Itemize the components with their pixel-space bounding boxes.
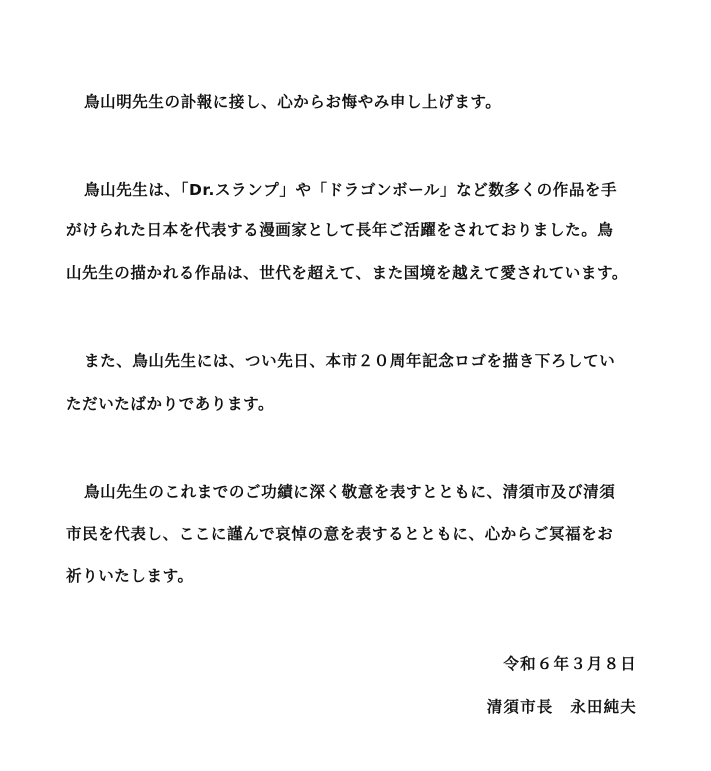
signature-line: 清須市長 永田純夫 — [486, 698, 637, 716]
date-line: 令和６年３月８日 — [503, 655, 637, 673]
paragraph-3-line-1: また、鳥山先生には、つい先日、本市２０周年記念ロゴを描き下ろしてい — [84, 352, 616, 370]
paragraph-4-line-2: 市民を代表し、ここに謹んで哀悼の意を表するとともに、心からご冥福をお — [66, 525, 614, 543]
paragraph-4-line-3: 祈りいたします。 — [66, 567, 194, 585]
paragraph-4-line-1: 鳥山先生のこれまでのご功績に深く敬意を表すとともに、清須市及び清須 — [84, 483, 616, 501]
paragraph-3-line-2: ただいたばかりであります。 — [66, 395, 275, 413]
paragraph-2-line-3: 山先生の描かれる作品は、世代を超えて、また国境を越えて愛されています。 — [66, 264, 628, 282]
paragraph-2-line-2: がけられた日本を代表する漫画家として長年ご活躍をされておりました。鳥 — [66, 221, 614, 239]
paragraph-1-line-1: 鳥山明先生の訃報に接し、心からお悔やみ申し上げます。 — [84, 93, 502, 111]
paragraph-2-line-1: 鳥山先生は、「Dr.スランプ」や「ドラゴンボール」など数多くの作品を手 — [84, 181, 618, 199]
